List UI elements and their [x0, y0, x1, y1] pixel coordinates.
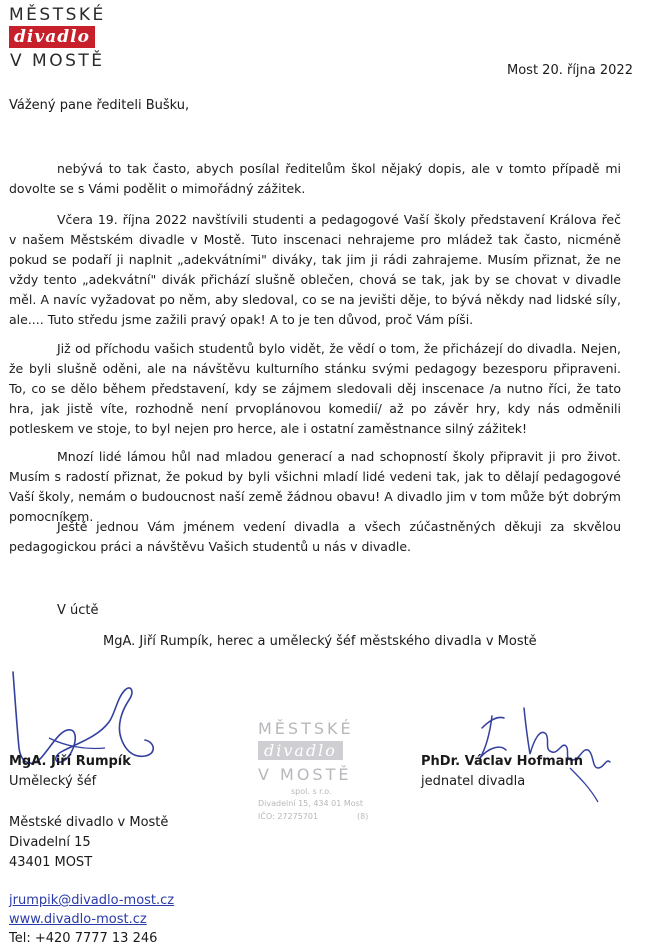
stamp-line-7: (8): [357, 812, 369, 821]
paragraph-5: Ještě jednou Vám jménem vedení divadla a všech zúčastněných děkuji za skvělou pedagogickou práci a návštěvu Vašich studentů u nás v divadle.: [9, 519, 621, 554]
signer-left-name: MgA. Jiří Rumpík: [9, 754, 131, 769]
letter-date: Most 20. října 2022: [507, 63, 633, 78]
stamp-line-5: Divadelní 15, 434 01 Most: [258, 799, 363, 808]
paragraph-2: Včera 19. října 2022 navštívili studenti a pedagogové Vaší školy představení Králova řeč v našem Městském divadle v Mostě. Tuto inscenaci nehrajeme pro mládež tak často, nicméně pokud se podaří ji naplnit „adekvátními" diváky, tak jim ji rádi zahrajeme. Musím přiznat, že ne vždy tento „adekvátní" divák přichází slušně oblečen, chová se tak, jak by se chovat v divadle měl. A navíc vyžadovat po něm, aby sledoval, co se na jevišti děje, to bývá někdy nad lidské síly, ale.... Tuto středu jsme zažili pravý opak! A to je ten důvod, proč Vám píši.: [9, 212, 621, 327]
signer-right-title: jednatel divadla: [421, 774, 526, 789]
salutation: Vážený pane řediteli Bušku,: [9, 98, 190, 113]
stamp-line-2: divadlo: [258, 741, 343, 760]
paragraph-4: Mnozí lidé lámou hůl nad mladou generací a nad schopností školy připravit ji pro život. Musím s radostí přiznat, že pokud by byli všichni mladí lidé vedeni tak, jak to dělají pedagogové Vaší školy, nemám o budoucnost naší země žádnou obavu! A divadlo jim v tom může být dobrým pomocníkem.: [9, 449, 621, 524]
paragraph-3: Již od příchodu vašich studentů bylo vidět, že vědí o tom, že přicházejí do divadla. Nejen, že byli slušně oděni, ale na návštěvu kulturního stánku svými pedagogy bezesporu připraveni. To, co se dělo během představení, kdy se zájmem sledovali děj inscenace /a nutno říci, že tato hra, jak jistě víte, rozhodně není prvoplánovou komedií/ až po závěr hry, kdy nás odměnili potleskem ve stoje, to byl nejen pro herce, ale i ostatní zaměstnance silný zážitek!: [9, 341, 621, 436]
contact-phone: Tel: +420 7777 13 246: [9, 931, 158, 946]
address-org: Městské divadlo v Mostě: [9, 815, 169, 830]
signer-left-title: Umělecký šéf: [9, 774, 97, 789]
logo-line-2: divadlo: [9, 26, 95, 48]
stamp-line-3: V MOSTĚ: [258, 765, 352, 784]
stamp-line-6: IČO: 27275701: [258, 812, 319, 821]
paragraph-1: nebývá to tak často, abych posílal ředitelům škol nějaký dopis, ale v tomto případě mi dovolte se s Vámi podělit o mimořádný zážitek.: [9, 161, 621, 196]
address-street: Divadelní 15: [9, 835, 91, 850]
address-city: 43401 MOST: [9, 855, 93, 870]
logo-line-3: V MOSTĚ: [10, 51, 105, 71]
signature-line: MgA. Jiří Rumpík, herec a umělecký šéf městského divadla v Mostě: [103, 634, 537, 649]
closing: V úctě: [57, 603, 99, 618]
stamp-line-1: MĚSTSKÉ: [258, 719, 354, 738]
contact-email-link[interactable]: jrumpik@divadlo-most.cz: [9, 893, 175, 908]
logo-line-1: MĚSTSKÉ: [9, 5, 106, 25]
stamp-line-4: spol. s r.o.: [291, 787, 332, 796]
contact-web-link[interactable]: www.divadlo-most.cz: [9, 912, 147, 927]
signer-right-name: PhDr. Václav Hofmann: [421, 754, 583, 769]
